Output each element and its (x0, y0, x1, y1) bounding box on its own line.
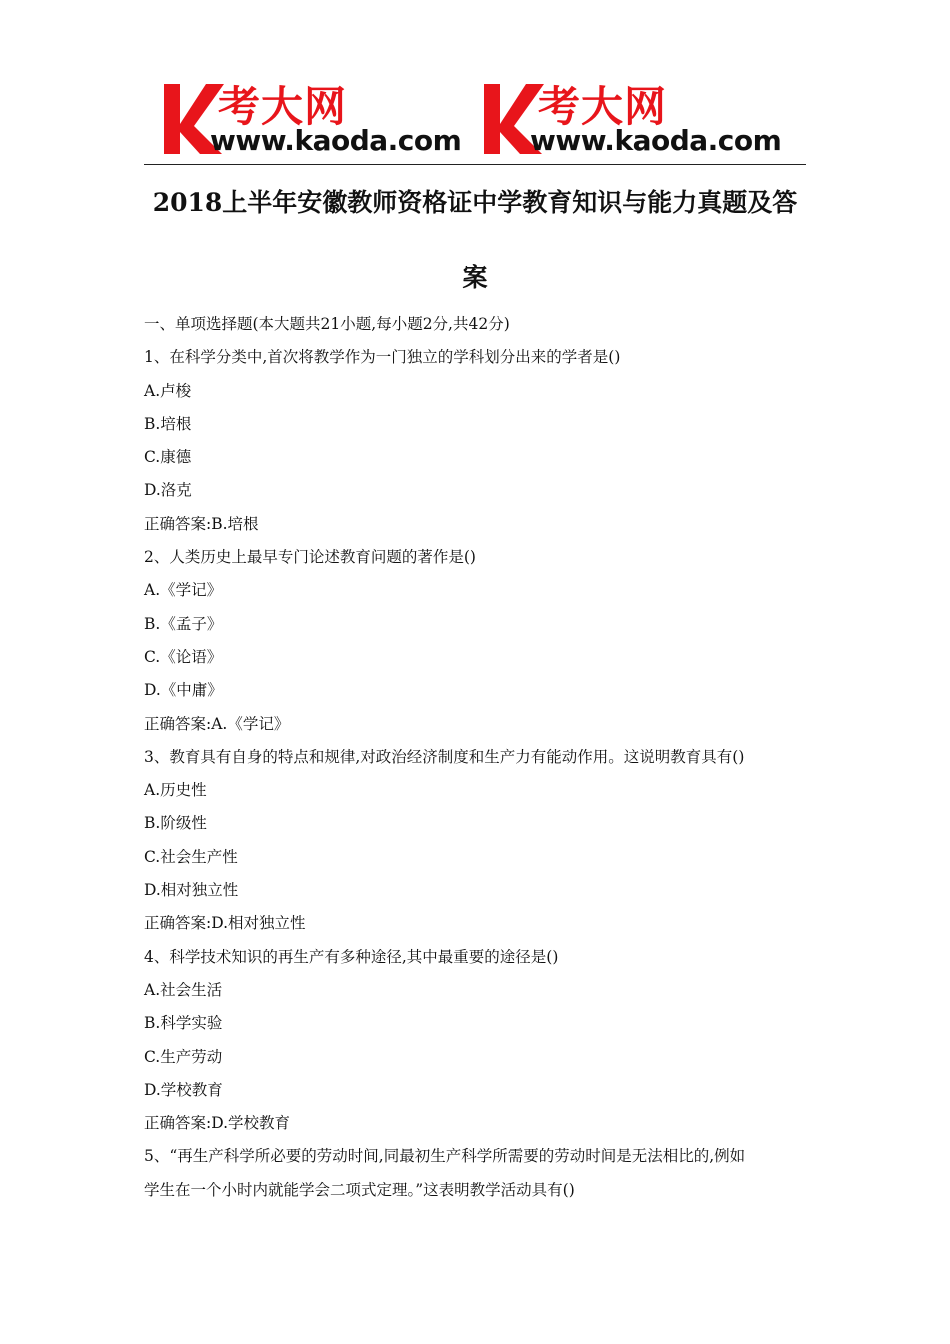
answer-option: B.《孟子》 (144, 614, 223, 633)
answer-option: A.卢梭 (144, 381, 192, 400)
question-text: 5、“再生产科学所必要的劳动时间,同最初生产科学所需要的劳动时间是无法相比的,例如 (144, 1147, 746, 1166)
answer-option: B.科学实验 (144, 1014, 223, 1033)
answer-option: B.培根 (144, 414, 192, 433)
kaoda-logo (478, 76, 798, 160)
answer-option: D.学校教育 (144, 1080, 223, 1099)
answer-option: C.康德 (144, 448, 192, 467)
correct-answer: 正确答案:D.相对独立性 (144, 914, 306, 933)
logo-url: www.kaoda.com (210, 124, 462, 157)
logo-text: 考大网 (218, 82, 348, 131)
kaoda-logo (158, 76, 478, 160)
answer-option: D.《中庸》 (144, 681, 223, 700)
document-title-continued: 案 (462, 263, 488, 292)
answer-option: D.相对独立性 (144, 881, 239, 900)
correct-answer: 正确答案:D.学校教育 (144, 1114, 291, 1133)
logo-text: 考大网 (538, 82, 668, 131)
document-title: 2018上半年安徽教师资格证中学教育知识与能力真题及答 (152, 188, 798, 217)
answer-option: A.社会生活 (144, 980, 223, 999)
question-text-continued: 学生在一个小时内就能学会二项式定理。”这表明教学活动具有() (144, 1180, 575, 1199)
question-text: 2、人类历史上最早专门论述教育问题的著作是() (144, 548, 476, 567)
page-header (144, 76, 806, 164)
answer-option: C.社会生产性 (144, 847, 238, 866)
question-text: 3、教育具有自身的特点和规律,对政治经济制度和生产力有能动作用。这说明教育具有() (144, 747, 745, 766)
answer-option: B.阶级性 (144, 814, 207, 833)
section-heading: 一、单项选择题(本大题共21小题,每小题2分,共42分) (144, 315, 510, 333)
answer-option: A.历史性 (144, 781, 207, 800)
header-divider (144, 164, 806, 165)
answer-option: C.生产劳动 (144, 1047, 223, 1066)
correct-answer: 正确答案:B.培根 (144, 514, 259, 533)
answer-option: A.《学记》 (144, 581, 223, 600)
correct-answer: 正确答案:A.《学记》 (144, 714, 290, 733)
question-text: 1、在科学分类中,首次将教学作为一门独立的学科划分出来的学者是() (144, 348, 621, 367)
logo-url: www.kaoda.com (530, 124, 782, 157)
answer-option: C.《论语》 (144, 647, 223, 666)
question-list (144, 313, 806, 1212)
question-text: 4、科学技术知识的再生产有多种途径,其中最重要的途径是() (144, 947, 559, 966)
answer-option: D.洛克 (144, 481, 192, 500)
